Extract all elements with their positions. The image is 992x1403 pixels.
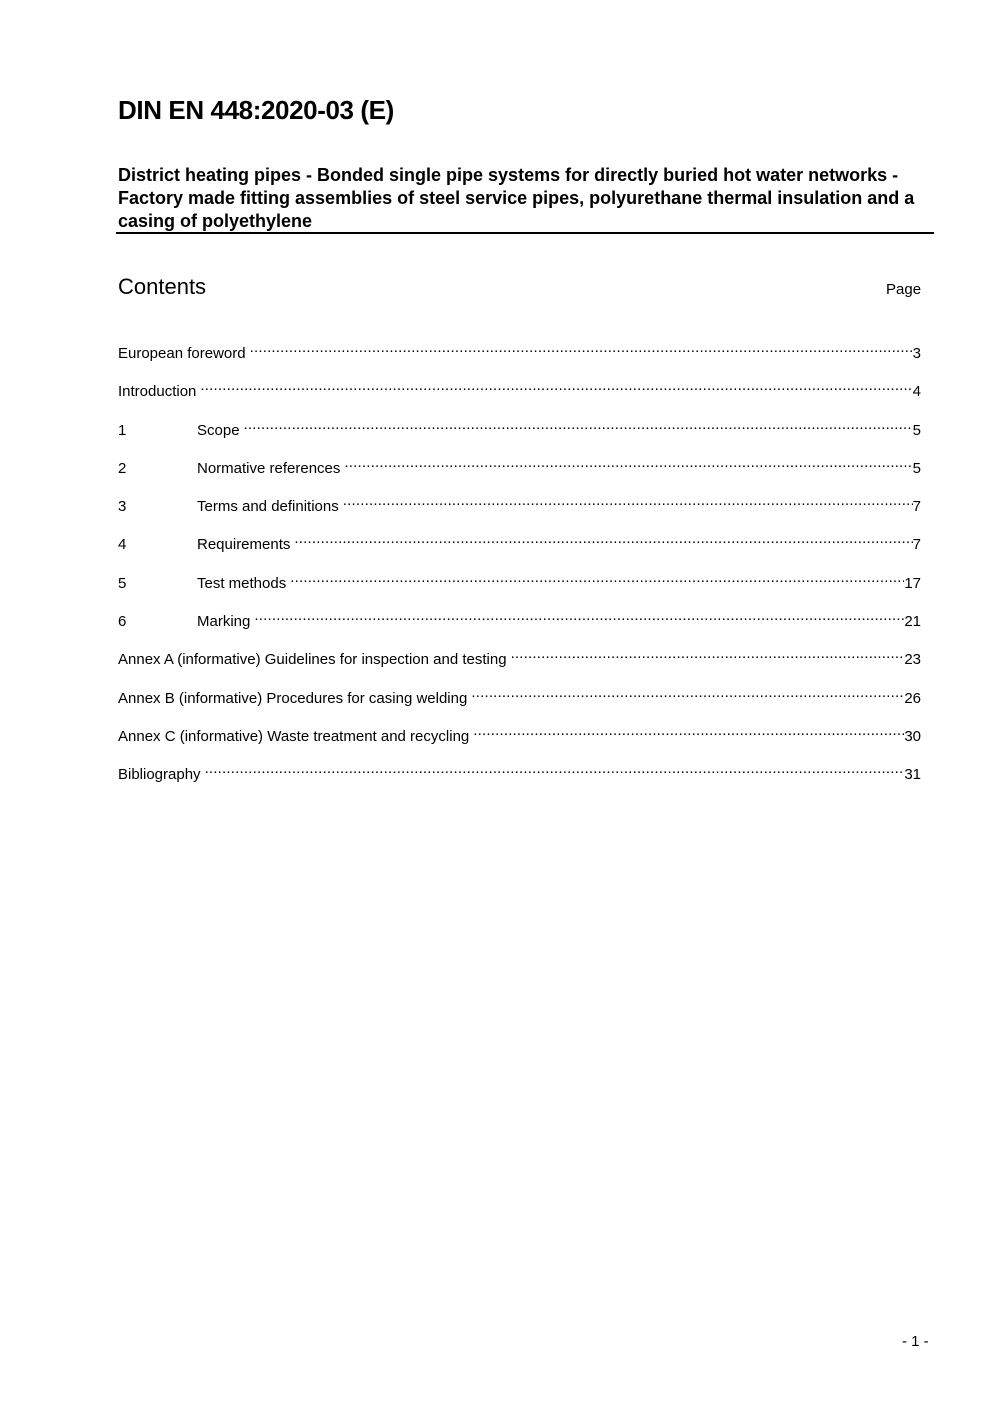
toc-entry-title: Bibliography	[118, 766, 201, 784]
toc-entry-title: Marking	[197, 613, 251, 631]
toc-entry-title: European foreword	[118, 345, 246, 362]
toc-entry-terms-and-definitions[interactable]	[118, 491, 921, 529]
toc-leader-dots	[290, 568, 904, 588]
toc-entry-normative-references[interactable]	[118, 453, 921, 491]
title-underline	[116, 232, 934, 234]
toc-entry-title: Requirements	[197, 536, 291, 554]
toc-entry-title: Annex C (informative) Waste treatment and recycling	[118, 727, 470, 745]
page-column-label: Page	[886, 281, 922, 298]
page-number: - 1 -	[902, 1333, 929, 1350]
toc-entry-test-methods[interactable]	[118, 568, 921, 606]
toc-leader-dots	[473, 721, 904, 741]
toc-entry-page: 23	[904, 651, 921, 669]
toc-entry-title: Normative references	[197, 459, 341, 477]
toc-entry-page: 30	[904, 727, 921, 745]
toc-entry-page: 7	[912, 498, 921, 516]
document-id: DIN EN 448:2020-03 (E)	[118, 95, 394, 125]
toc-entry-requirements[interactable]	[118, 529, 921, 567]
toc-entry-number: 4	[118, 536, 127, 554]
toc-leader-dots	[511, 644, 905, 664]
toc-leader-dots	[344, 453, 912, 473]
contents-heading: Contents	[118, 274, 207, 299]
toc-leader-dots	[250, 338, 913, 358]
toc-entry-title: Test methods	[197, 574, 287, 592]
toc-entry-number: 3	[118, 498, 127, 516]
toc-entry-number: 5	[118, 574, 127, 592]
toc-entry-scope[interactable]	[118, 415, 921, 453]
toc-leader-dots	[343, 491, 913, 511]
table-of-contents	[118, 338, 921, 798]
toc-entry-title: Annex A (informative) Guidelines for inspection and testing	[118, 651, 507, 669]
toc-entry-title: Scope	[197, 421, 240, 439]
toc-entry-annex-b[interactable]	[118, 683, 921, 721]
toc-entry-number: 2	[118, 459, 127, 477]
toc-entry-page: 21	[904, 613, 921, 631]
toc-leader-dots	[244, 415, 913, 435]
toc-entry-number: 1	[118, 421, 127, 439]
toc-entry-page: 5	[912, 459, 921, 477]
toc-leader-dots	[205, 759, 905, 779]
toc-entry-page: 3	[912, 345, 921, 362]
document-title: District heating pipes - Bonded single pipe systems for directly buried hot water networks - Factory made fitting assemblies of steel service pipes, polyurethane thermal insulation and a casing of polyethylene	[118, 165, 915, 231]
toc-leader-dots	[471, 683, 904, 703]
toc-entry-page: 17	[904, 574, 921, 592]
toc-entry-title: Terms and definitions	[197, 498, 339, 516]
toc-entry-page: 31	[904, 766, 921, 784]
toc-entry-page: 5	[912, 421, 921, 439]
toc-entry-annex-a[interactable]	[118, 644, 921, 682]
toc-entry-number: 6	[118, 613, 127, 631]
toc-entry-page: 26	[904, 689, 921, 707]
toc-entry-european-foreword[interactable]	[118, 338, 921, 376]
toc-entry-page: 7	[912, 536, 921, 554]
toc-entry-bibliography[interactable]	[118, 759, 921, 797]
toc-entry-title: Introduction	[118, 383, 197, 401]
toc-leader-dots	[254, 606, 904, 626]
toc-entry-marking[interactable]	[118, 606, 921, 644]
toc-entry-page: 4	[912, 383, 921, 401]
toc-entry-title: Annex B (informative) Procedures for casing welding	[118, 689, 468, 707]
toc-leader-dots	[200, 376, 912, 396]
toc-leader-dots	[294, 529, 912, 549]
toc-entry-annex-c[interactable]	[118, 721, 921, 759]
toc-entry-introduction[interactable]	[118, 376, 921, 414]
